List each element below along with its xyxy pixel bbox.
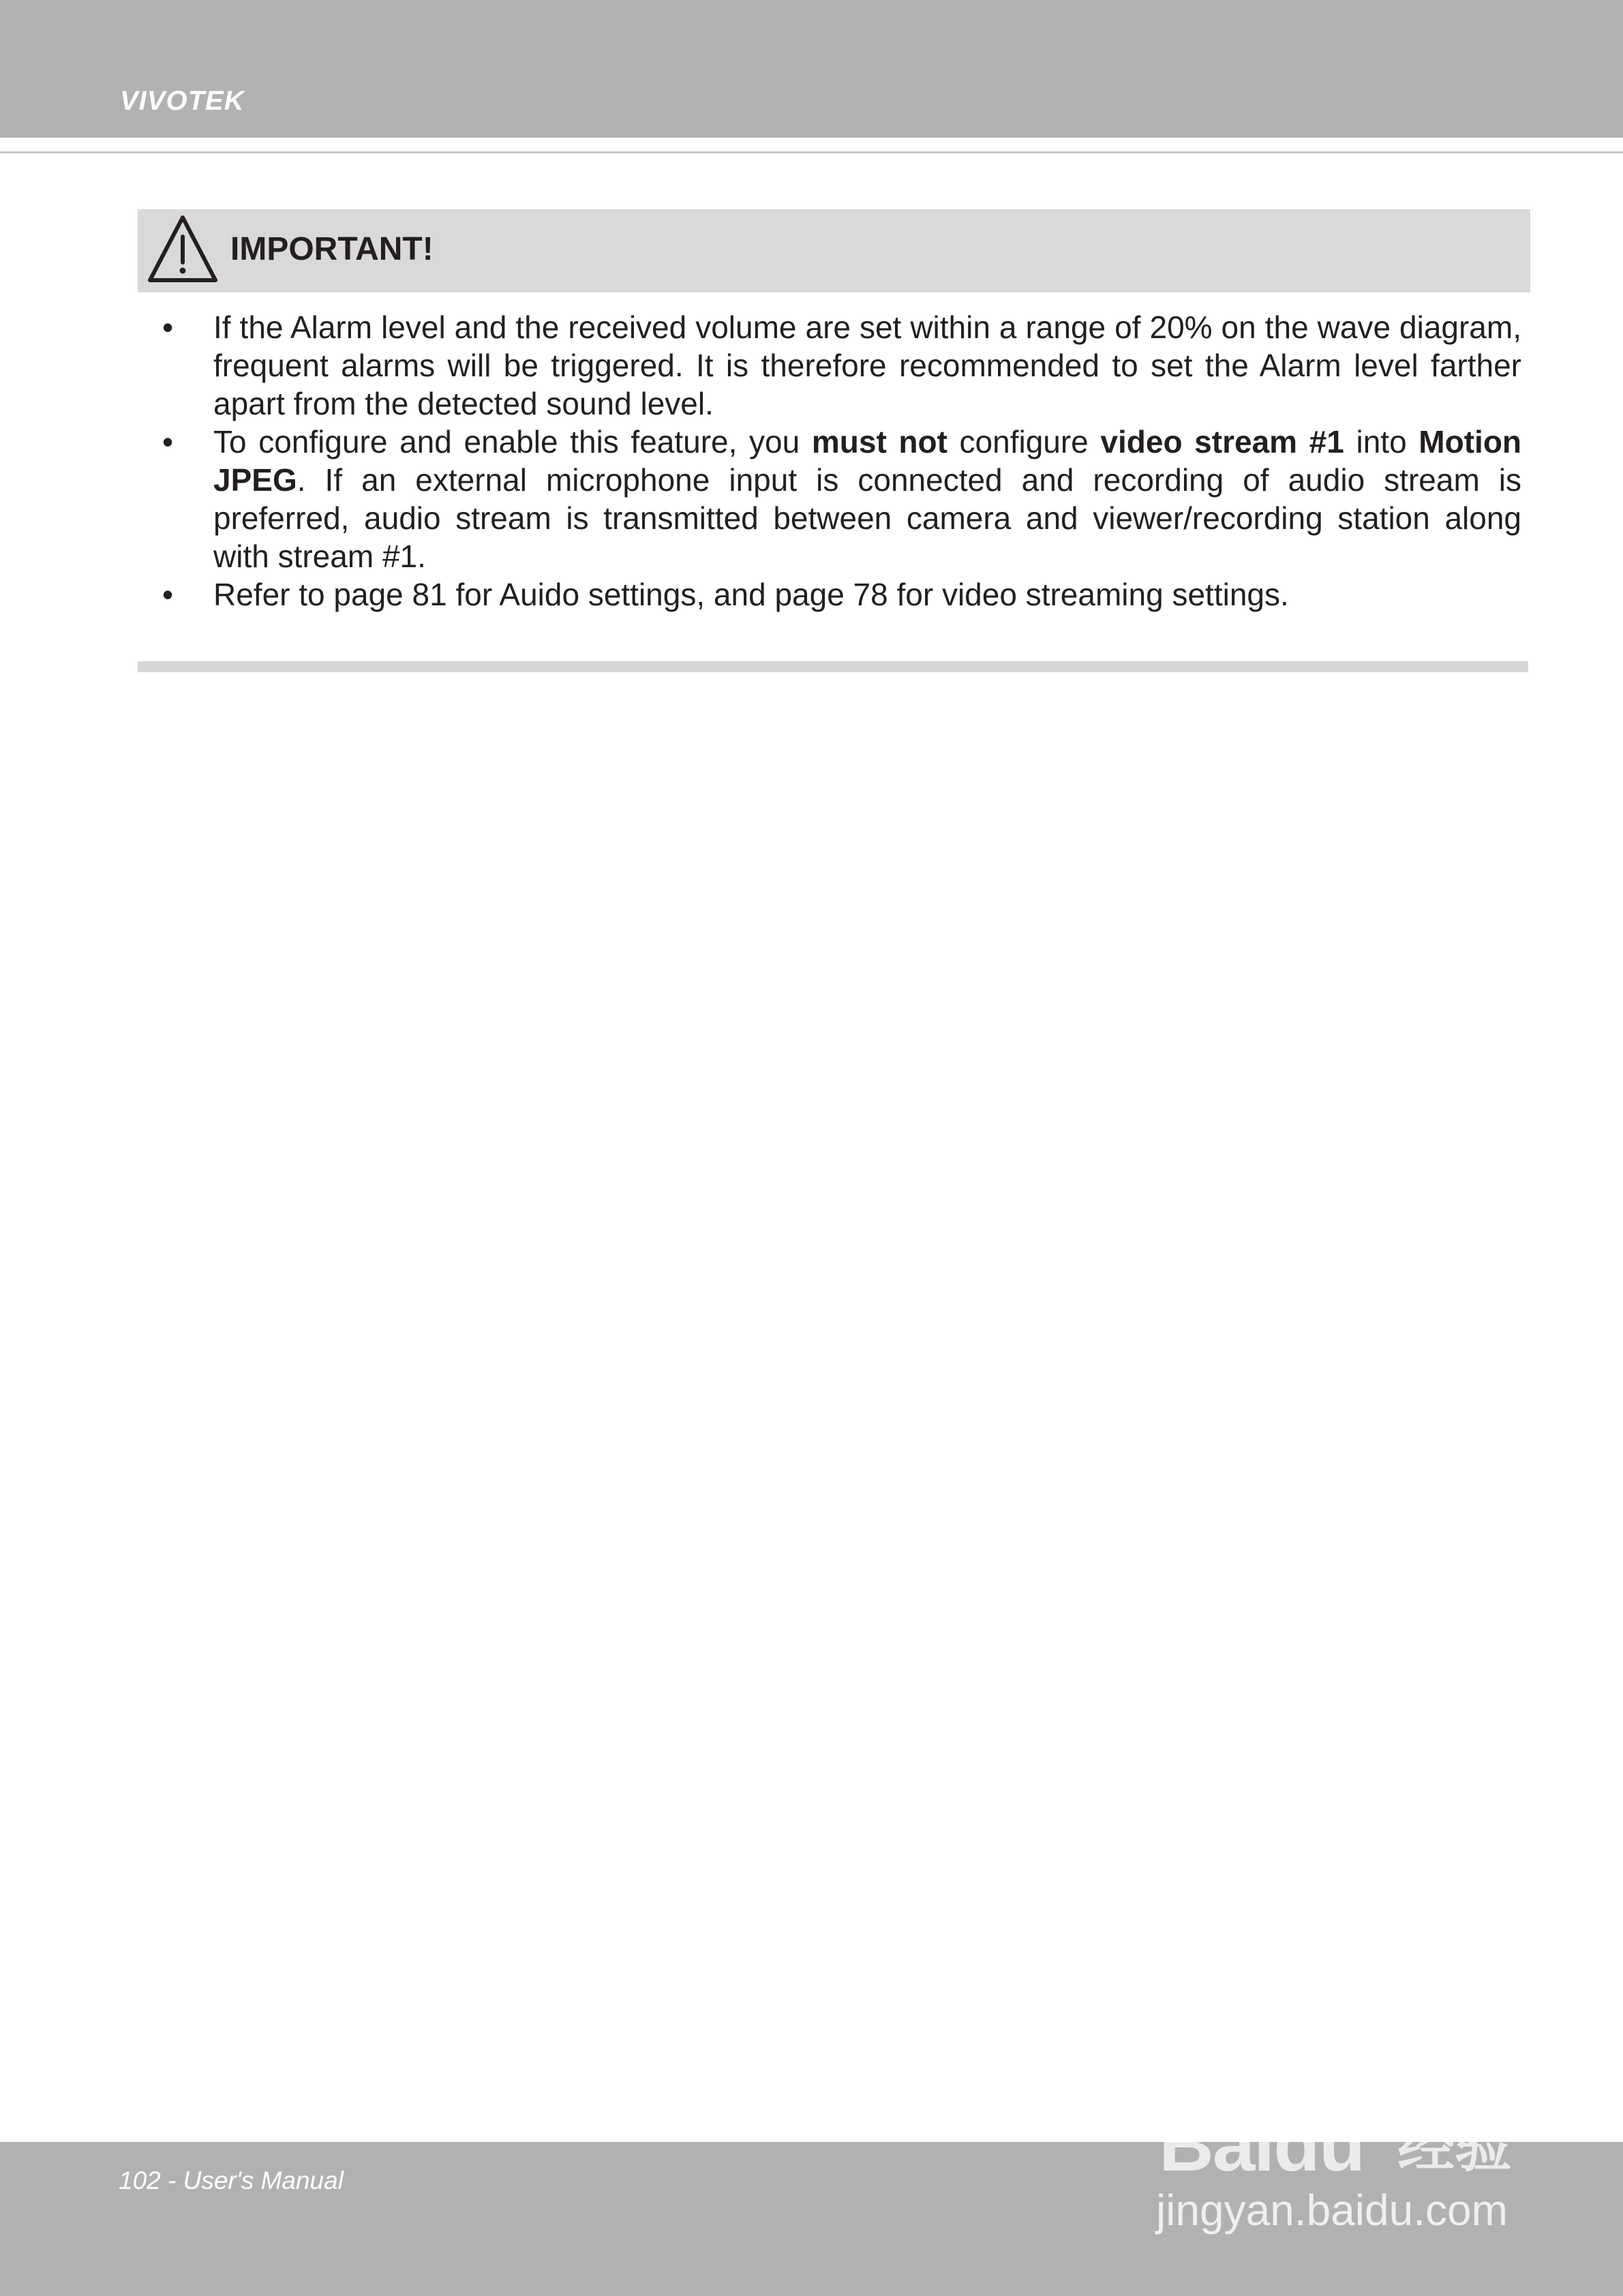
bullet: • bbox=[162, 424, 174, 459]
watermark-cn: 经验 bbox=[1397, 2114, 1513, 2178]
important-title: IMPORTANT! bbox=[230, 231, 434, 267]
note-text: into bbox=[1344, 424, 1419, 459]
header-brand: VIVOTEK bbox=[120, 86, 245, 116]
note-text: If the Alarm level and the received volume are set within a range of 20% on the wave diagram, frequent alarms will be triggered. It is therefore recommended to set the Alarm level farther apart from the detected sound level. bbox=[213, 309, 1521, 421]
watermark-brand: Baidu bbox=[1159, 2102, 1365, 2187]
header-bar bbox=[0, 0, 1623, 138]
note-text: Refer to page 81 for Auido settings, and page 78 for video streaming settings. bbox=[213, 577, 1289, 612]
note-emphasis: video stream #1 bbox=[1100, 424, 1344, 459]
list-item bbox=[158, 423, 1521, 575]
note-emphasis: Motion JPEG bbox=[213, 424, 1522, 498]
watermark-url: jingyan.baidu.com bbox=[1156, 2186, 1508, 2235]
note-text: . If an external microphone input is connected and recording of audio stream is preferred, audio stream is transmitted between camera and viewer/recording station along with stream #1. bbox=[213, 462, 1521, 574]
header-divider bbox=[0, 151, 1623, 153]
bullet: • bbox=[162, 309, 174, 345]
section-divider bbox=[138, 661, 1528, 672]
warning-triangle-icon bbox=[146, 212, 219, 286]
bullet: • bbox=[162, 577, 174, 612]
page-number: 102 - User's Manual bbox=[119, 2166, 344, 2194]
list-item bbox=[158, 575, 1521, 614]
watermark bbox=[1152, 2052, 1534, 2236]
note-emphasis: must not bbox=[811, 424, 947, 459]
note-text: configure bbox=[947, 424, 1101, 459]
important-callout bbox=[138, 209, 1530, 292]
important-notes-list bbox=[158, 308, 1521, 614]
note-text: To configure and enable this feature, you bbox=[213, 424, 812, 459]
list-item bbox=[158, 308, 1521, 423]
